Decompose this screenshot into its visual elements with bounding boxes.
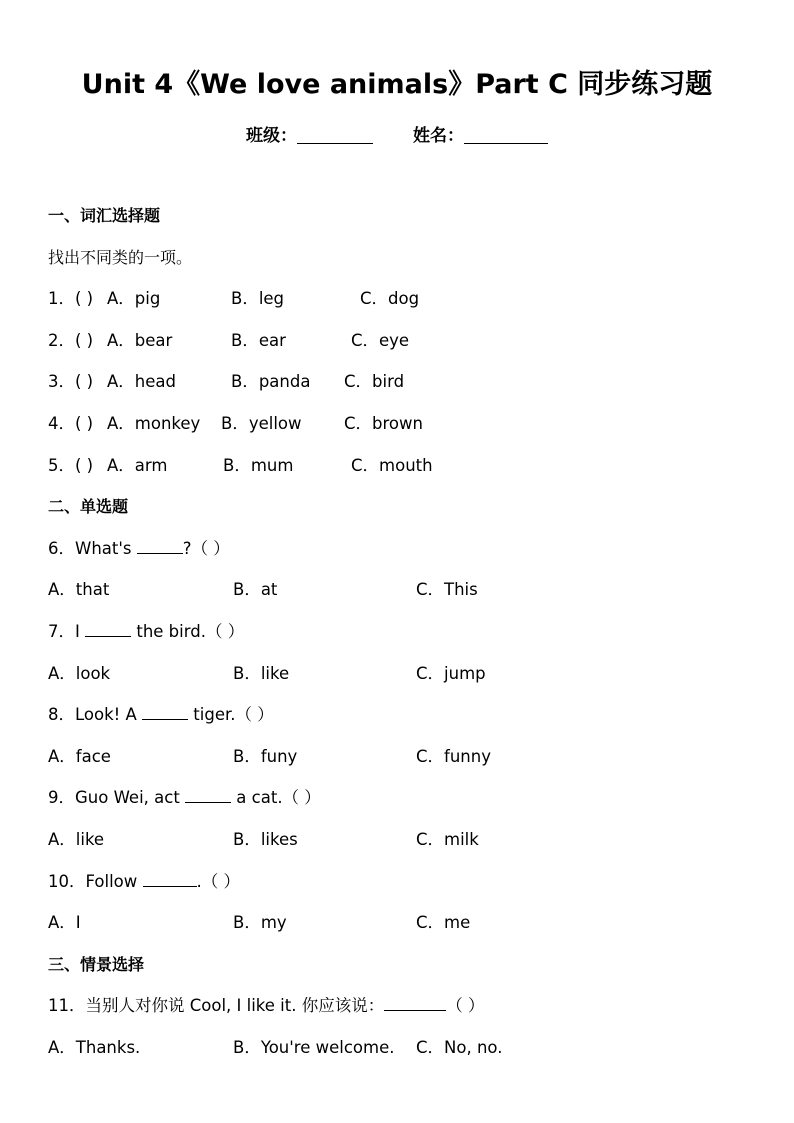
question-10-option-a[interactable]: A．I: [48, 913, 81, 932]
question-6-stem: [48, 539, 230, 559]
question-8-option-b[interactable]: B．funy: [233, 747, 298, 766]
question-7-option-b[interactable]: B．like: [233, 664, 290, 683]
question-4-number[interactable]: 4．( ): [48, 414, 94, 433]
question-1-option-b[interactable]: B．leg: [231, 289, 285, 308]
question-8-answer-paren[interactable]: tiger.（ ）: [188, 705, 274, 724]
section2-heading: 二、单选题: [48, 497, 129, 516]
question-5-option-a[interactable]: A．arm: [107, 456, 168, 475]
question-7-text: 7．I: [48, 622, 86, 641]
question-6-answer-paren[interactable]: ?（ ）: [182, 539, 230, 558]
question-9-option-a[interactable]: A．like: [48, 830, 105, 849]
question-2-option-b[interactable]: B．ear: [231, 331, 286, 350]
question-7-option-a[interactable]: A．look: [48, 664, 111, 683]
question-11-option-a[interactable]: A．Thanks.: [48, 1038, 141, 1057]
question-11-text: 11．当别人对你说 Cool, I like it. 你应该说：: [48, 996, 385, 1015]
question-7-blank[interactable]: [85, 622, 131, 637]
question-9-blank[interactable]: [185, 788, 231, 803]
question-4-option-a[interactable]: A．monkey: [107, 414, 201, 433]
question-9-option-c[interactable]: C．milk: [416, 830, 479, 849]
question-11-stem: [48, 996, 484, 1016]
question-10-option-c[interactable]: C．me: [416, 913, 471, 932]
question-6-option-c[interactable]: C．This: [416, 580, 478, 599]
question-3-number[interactable]: 3．( ): [48, 372, 94, 391]
question-3-option-a[interactable]: A．head: [107, 372, 176, 391]
question-10-option-b[interactable]: B．my: [233, 913, 287, 932]
question-5-option-b[interactable]: B．mum: [223, 456, 294, 475]
question-9-answer-paren[interactable]: a cat.（ ）: [231, 788, 321, 807]
name-label: 姓名：: [412, 126, 464, 146]
page-title: Unit 4《We love animals》Part C 同步练习题: [81, 69, 713, 100]
question-2-number[interactable]: 2．( ): [48, 331, 94, 350]
question-6-blank[interactable]: [137, 539, 183, 554]
question-10-answer-paren[interactable]: .（ ）: [196, 872, 240, 891]
class-blank[interactable]: [297, 127, 373, 144]
question-1-number[interactable]: 1．( ): [48, 289, 94, 308]
question-10-blank[interactable]: [143, 872, 197, 887]
question-5-number[interactable]: 5．( ): [48, 456, 94, 475]
question-10-stem: [48, 872, 240, 892]
question-7-stem: [48, 622, 244, 642]
question-6-option-b[interactable]: B．at: [233, 580, 278, 599]
question-3-option-c[interactable]: C．bird: [344, 372, 405, 391]
question-9-stem: [48, 788, 321, 808]
question-7-option-c[interactable]: C．jump: [416, 664, 486, 683]
question-11-answer-paren[interactable]: （ ）: [446, 996, 485, 1015]
question-11-option-c[interactable]: C．No, no.: [416, 1038, 503, 1057]
section3-heading: 三、情景选择: [48, 955, 145, 974]
name-blank[interactable]: [464, 127, 548, 144]
question-6-text: 6．What's: [48, 539, 137, 558]
question-8-option-c[interactable]: C．funny: [416, 747, 491, 766]
question-11-option-b[interactable]: B．You're welcome.: [233, 1038, 395, 1057]
question-2-option-a[interactable]: A．bear: [107, 331, 173, 350]
question-9-text: 9．Guo Wei, act: [48, 788, 186, 807]
section1-heading: 一、词汇选择题: [48, 206, 161, 225]
question-1-option-c[interactable]: C．dog: [360, 289, 420, 308]
class-label: 班级：: [246, 126, 298, 146]
question-8-stem: [48, 705, 274, 725]
question-6-option-a[interactable]: A．that: [48, 580, 110, 599]
question-1-option-a[interactable]: A．pig: [107, 289, 161, 308]
section1-instruction: 找出不同类的一项。: [48, 248, 193, 267]
student-info-line: [0, 121, 794, 146]
question-8-blank[interactable]: [142, 705, 188, 720]
question-11-blank[interactable]: [384, 996, 446, 1011]
question-8-text: 8．Look! A: [48, 705, 143, 724]
question-10-text: 10．Follow: [48, 872, 143, 891]
question-7-answer-paren[interactable]: the bird.（ ）: [131, 622, 245, 641]
question-4-option-b[interactable]: B．yellow: [221, 414, 302, 433]
question-8-option-a[interactable]: A．face: [48, 747, 111, 766]
question-3-option-b[interactable]: B．panda: [231, 372, 311, 391]
question-5-option-c[interactable]: C．mouth: [351, 456, 433, 475]
question-9-option-b[interactable]: B．likes: [233, 830, 298, 849]
question-4-option-c[interactable]: C．brown: [344, 414, 423, 433]
question-2-option-c[interactable]: C．eye: [351, 331, 410, 350]
